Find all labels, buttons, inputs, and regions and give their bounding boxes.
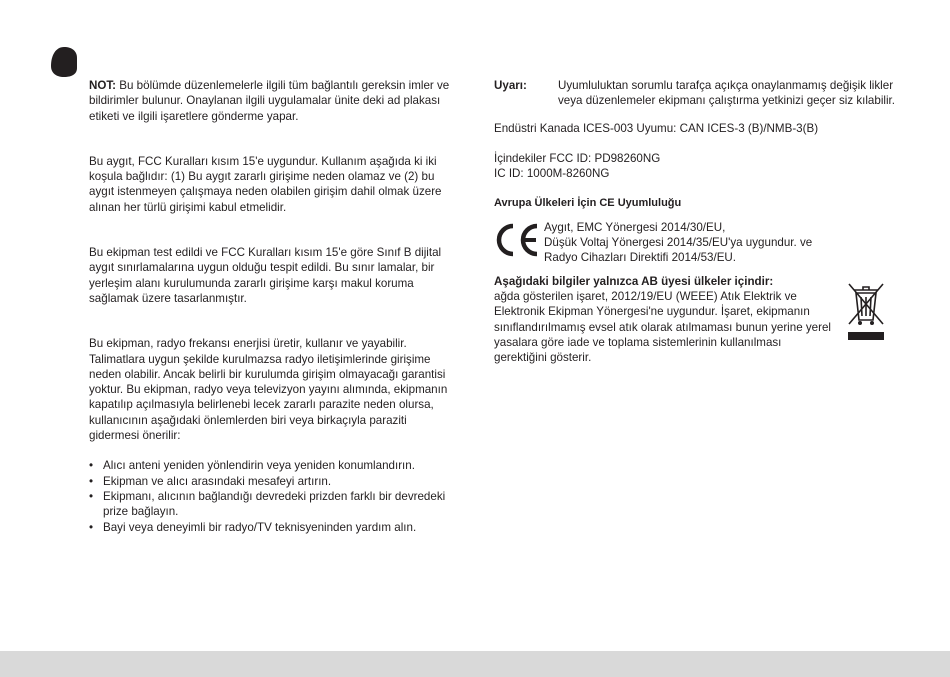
warning-text: Uyumluluktan sorumlu tarafça açıkça onaylanmamış değişik likler veya düzenlemeler ekipmanı çalıştırma yetkinizi geçer siz kılabilir. (558, 79, 895, 108)
class-b-paragraph: Bu ekipman test edildi ve FCC Kuralları kısım 15'e göre Sınıf B dijital aygıt sınırlamalarına uygun olduğu tespit edildi. Bu sınır lamalar, bir yerleşim alanı kurulumunda zararlı girişime karşı makul koruma sağlamak üzere tasarlanmıştır. (89, 246, 442, 305)
ic-id: IC ID: 1000M-8260NG (494, 167, 610, 181)
list-item: • Ekipmanı, alıcının bağlandığı devredeki prizden farklı bir devredeki prize bağlayın. (89, 489, 451, 520)
list-item: • Ekipman ve alıcı arasındaki mesafeyi artırın. (89, 474, 451, 489)
weee-block (494, 274, 904, 366)
leaf-icon (50, 46, 78, 78)
warning-label: Uyarı: (494, 79, 527, 92)
fcc-id: İçindekiler FCC ID: PD98260NG (494, 151, 661, 165)
fcc-part15-paragraph: Bu aygıt, FCC Kuralları kısım 15'e uygundur. Kullanım aşağıda ki iki koşula bağlıdır: (1) Bu aygıt zararlı girişime neden olamaz ve (2) bu aygıt istenmeyen çalışmaya neden olabilen girişim dahil olmak üzere alınan her türlü girişimi kabul etmelidir. (89, 154, 442, 214)
ab-heading (494, 274, 834, 289)
left-column (89, 78, 451, 535)
ce-line: Aygıt, EMC Yönergesi 2014/30/EU, (544, 220, 726, 234)
ce-block (494, 220, 904, 266)
weee-bin-icon (844, 278, 888, 342)
ab-text: ağda gösterilen işaret, 2012/19/EU (WEEE) Atık Elektrik ve Elektronik Ekipman Yönergesi'ne uygundur. İşaret, ekipmanın sınıflandırılmamış evsel atık olarak atılmaması bunun yerine yerel yasalara göre iade ve toplama sistemlerinin kullanılması gerektiğini gösterir. (494, 289, 832, 365)
list-item: • Bayi veya deneyimli bir radyo/TV teknisyeninden yardım alın. (89, 520, 451, 535)
note-paragraph (89, 78, 451, 124)
ce-text (544, 220, 904, 266)
warning-block (494, 78, 904, 109)
footer-bar (0, 651, 950, 677)
canada-compliance: Endüstri Kanada ICES-003 Uyumu: CAN ICES-3 (B)/NMB-3(B) (494, 121, 819, 135)
list-item: • Alıcı anteni yeniden yönlendirin veya yeniden konumlandırın. (89, 458, 451, 473)
note-text: Bu bölümde düzenlemelerle ilgili tüm bağlantılı gereksin imler ve bildirimler bulunur. Onaylanan ilgili uygulamalar ünite deki ad plakası etiketi ve ilgili işaretlere gönderme yapar. (89, 79, 450, 123)
ce-heading (494, 196, 904, 211)
note-label: NOT: (89, 79, 117, 92)
interference-paragraph: Bu ekipman, radyo frekansı enerjisi üretir, kullanır ve yayabilir. Talimatlara uygun şekilde kurulmazsa radyo iletişimlerinde girişime neden olabilir. Ancak belirli bir kurulumda girişim olmayacağı garantisi yoktur. Bu ekipman, radyo veya televizyon yayını alımında, ekipmanın kapatılıp açılmasıyla belirlenebi lecek zararlı parazite neden olursa, kullanıcının aşağıdaki önlemlerden biri veya birkaçıyla paraziti gidermesi önerilir: (89, 337, 448, 443)
ce-mark-icon (494, 220, 544, 260)
ce-line: Düşük Voltaj Yönergesi 2014/35/EU'ya uygundur. ve (544, 236, 813, 250)
remedy-list (89, 458, 451, 534)
ce-line: Radyo Cihazları Direktifi 2014/53/EU. (544, 251, 737, 265)
right-column (494, 78, 904, 365)
ce-heading-text: Avrupa Ülkeleri İçin CE Uyumluluğu (494, 197, 682, 210)
ab-heading-text: Aşağıdaki bilgiler yalnızca AB üyesi ülkeler içindir: (494, 274, 774, 288)
